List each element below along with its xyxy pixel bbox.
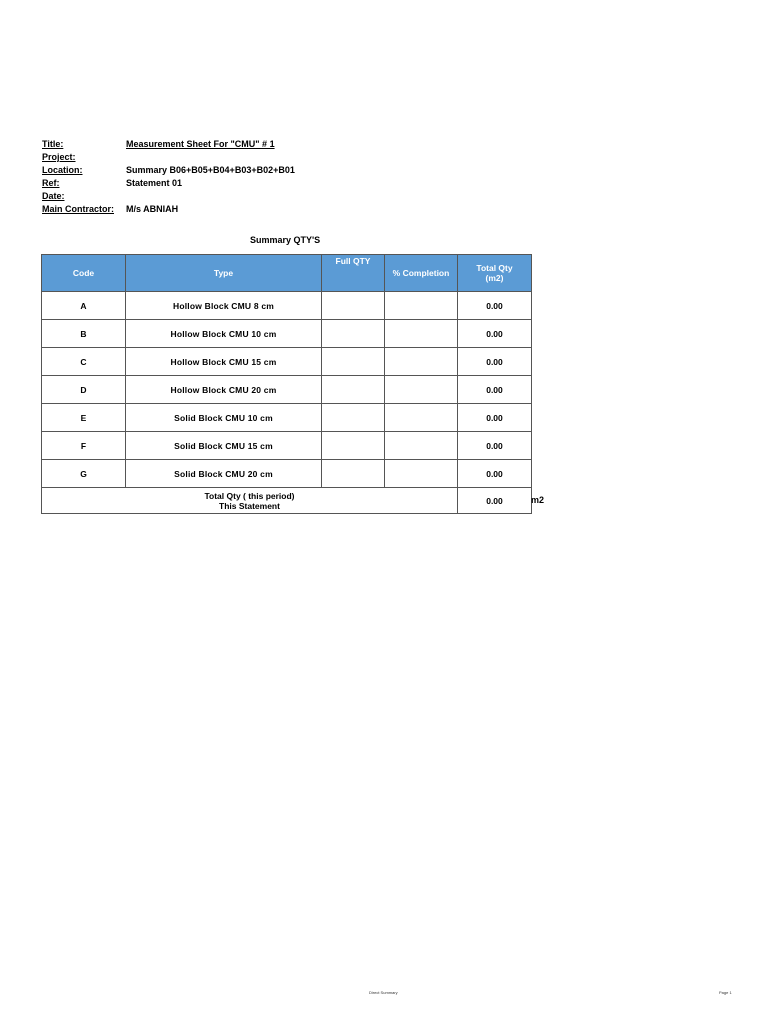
row-code: B bbox=[42, 320, 126, 348]
header-total-qty-line2: (m2) bbox=[485, 273, 504, 283]
project-label: Project: bbox=[42, 152, 76, 162]
row-full-qty[interactable] bbox=[322, 292, 385, 320]
location-label: Location: bbox=[42, 165, 83, 175]
header-row-project bbox=[42, 151, 295, 164]
row-total: 0.00 bbox=[458, 432, 532, 460]
row-total: 0.00 bbox=[458, 460, 532, 488]
row-code: F bbox=[42, 432, 126, 460]
row-total: 0.00 bbox=[458, 320, 532, 348]
row-type: Hollow Block CMU 10 cm bbox=[126, 320, 322, 348]
row-full-qty[interactable] bbox=[322, 376, 385, 404]
row-completion[interactable] bbox=[385, 432, 458, 460]
footer-page-number: Page 1 bbox=[719, 990, 732, 995]
row-total: 0.00 bbox=[458, 376, 532, 404]
row-type: Solid Block CMU 10 cm bbox=[126, 404, 322, 432]
total-label bbox=[42, 488, 458, 514]
table-row bbox=[42, 432, 532, 460]
contractor-label: Main Contractor: bbox=[42, 204, 114, 214]
total-value: 0.00 bbox=[458, 488, 532, 514]
table-row bbox=[42, 460, 532, 488]
row-completion[interactable] bbox=[385, 320, 458, 348]
row-code: E bbox=[42, 404, 126, 432]
header-row-contractor bbox=[42, 203, 295, 216]
header-total-qty bbox=[458, 255, 532, 292]
row-completion[interactable] bbox=[385, 404, 458, 432]
table-row bbox=[42, 404, 532, 432]
table-row bbox=[42, 320, 532, 348]
location-value: Summary B06+B05+B04+B03+B02+B01 bbox=[126, 165, 295, 175]
ref-value: Statement 01 bbox=[126, 178, 183, 188]
summary-title: Summary QTY'S bbox=[250, 235, 321, 245]
table-header-row bbox=[42, 255, 532, 292]
total-label-line2: This Statement bbox=[219, 500, 280, 511]
row-code: C bbox=[42, 348, 126, 376]
row-type: Hollow Block CMU 20 cm bbox=[126, 376, 322, 404]
row-full-qty[interactable] bbox=[322, 348, 385, 376]
date-label: Date: bbox=[42, 191, 65, 201]
table-row bbox=[42, 376, 532, 404]
row-code: A bbox=[42, 292, 126, 320]
header-row-title bbox=[42, 138, 295, 151]
title-label: Title: bbox=[42, 139, 64, 149]
row-type: Solid Block CMU 15 cm bbox=[126, 432, 322, 460]
header-full-qty: Full QTY bbox=[322, 255, 385, 292]
row-completion[interactable] bbox=[385, 292, 458, 320]
row-completion[interactable] bbox=[385, 348, 458, 376]
contractor-value: M/s ABNIAH bbox=[126, 204, 179, 214]
total-unit: m2 bbox=[531, 495, 545, 505]
row-full-qty[interactable] bbox=[322, 320, 385, 348]
footer-sheet-name: Direct Summary bbox=[369, 990, 398, 995]
header-type: Type bbox=[126, 255, 322, 292]
header-row-ref bbox=[42, 177, 295, 190]
row-completion[interactable] bbox=[385, 460, 458, 488]
row-code: D bbox=[42, 376, 126, 404]
header-row-location bbox=[42, 164, 295, 177]
ref-label: Ref: bbox=[42, 178, 60, 188]
header-row-date bbox=[42, 190, 295, 203]
summary-table bbox=[41, 254, 532, 514]
row-type: Solid Block CMU 20 cm bbox=[126, 460, 322, 488]
header-completion: % Completion bbox=[385, 255, 458, 292]
row-total: 0.00 bbox=[458, 348, 532, 376]
row-total: 0.00 bbox=[458, 292, 532, 320]
header-total-qty-line1: Total Qty bbox=[476, 263, 513, 273]
total-row bbox=[42, 488, 532, 514]
row-type: Hollow Block CMU 15 cm bbox=[126, 348, 322, 376]
row-type: Hollow Block CMU 8 cm bbox=[126, 292, 322, 320]
total-label-line1: Total Qty ( this period) bbox=[204, 490, 295, 501]
row-code: G bbox=[42, 460, 126, 488]
header-code: Code bbox=[42, 255, 126, 292]
row-completion[interactable] bbox=[385, 376, 458, 404]
row-full-qty[interactable] bbox=[322, 404, 385, 432]
table-row bbox=[42, 292, 532, 320]
title-value: Measurement Sheet For "CMU" # 1 bbox=[126, 139, 275, 149]
header-block bbox=[42, 138, 295, 216]
table-row bbox=[42, 348, 532, 376]
row-full-qty[interactable] bbox=[322, 432, 385, 460]
row-total: 0.00 bbox=[458, 404, 532, 432]
row-full-qty[interactable] bbox=[322, 460, 385, 488]
